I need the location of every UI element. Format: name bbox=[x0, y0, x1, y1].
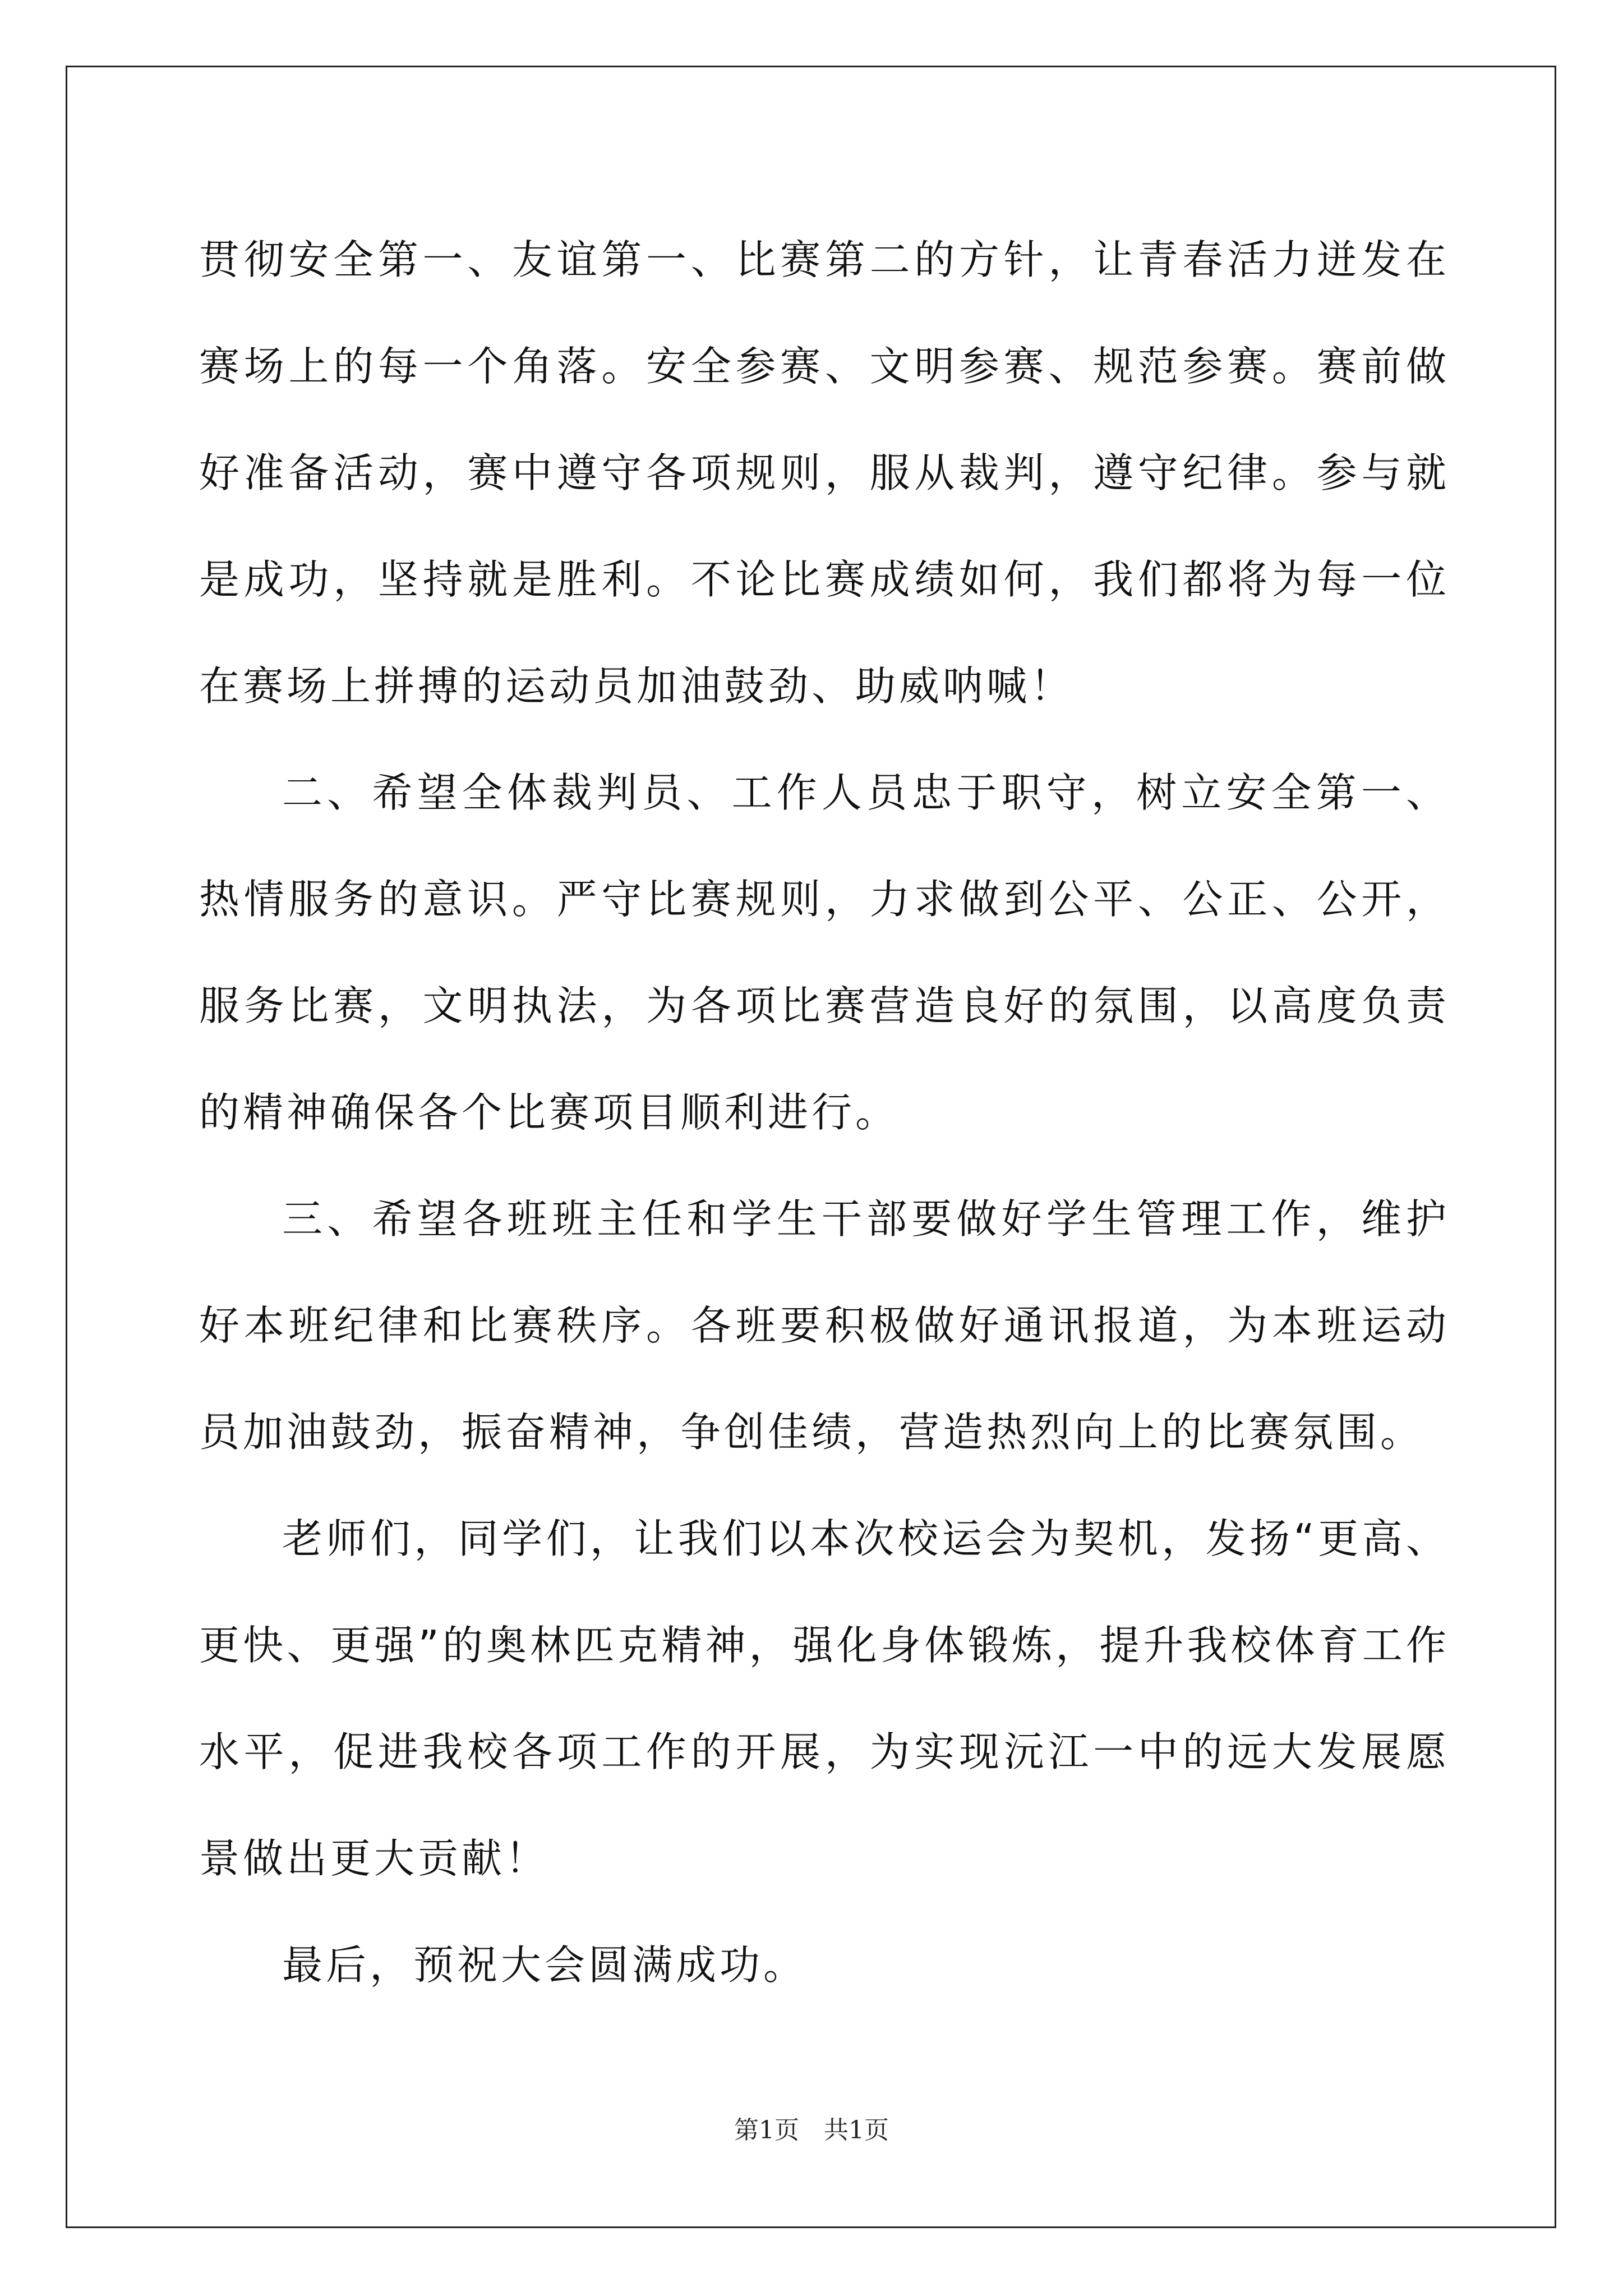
page-number-footer: 第1页 共1页 bbox=[734, 2116, 889, 2145]
paragraph-5: 最后，预祝大会圆满成功。 bbox=[282, 1941, 808, 1989]
paragraph-3: 三、希望各班班主任和学生干部要做好学生管理工作，维护好本班纪律和比赛秩序。各班要积极做好通讯报道，为本班运动员加油鼓劲，振奋精神，争创佳绩，营造热烈向上的比赛氛围。 bbox=[199, 1195, 1450, 1456]
paragraph-4: 老师们，同学们，让我们以本次校运会为契机，发扬“更高、更快、更强”的奥林匹克精神，强化身体锻炼，提升我校体育工作水平，促进我校各项工作的开展，为实现沅江一中的远大发展愿景做出更大贡献！ bbox=[199, 1515, 1450, 1882]
paragraph-1: 贯彻安全第一、友谊第一、比赛第二的方针，让青春活力迸发在赛场上的每一个角落。安全参赛、文明参赛、规范参赛。赛前做好准备活动，赛中遵守各项规则，服从裁判，遵守纪律。参与就是成功，坚持就是胜利。不论比赛成绩如何，我们都将为每一位在赛场上拼搏的运动员加油鼓劲、助威呐喊！ bbox=[199, 236, 1450, 710]
paragraph-2: 二、希望全体裁判员、工作人员忠于职守，树立安全第一、热情服务的意识。严守比赛规则，力求做到公平、公正、公开，服务比赛，文明执法，为各项比赛营造良好的氛围，以高度负责的精神确保各个比赛项目顺利进行。 bbox=[199, 769, 1450, 1136]
document-body bbox=[199, 206, 1450, 2018]
